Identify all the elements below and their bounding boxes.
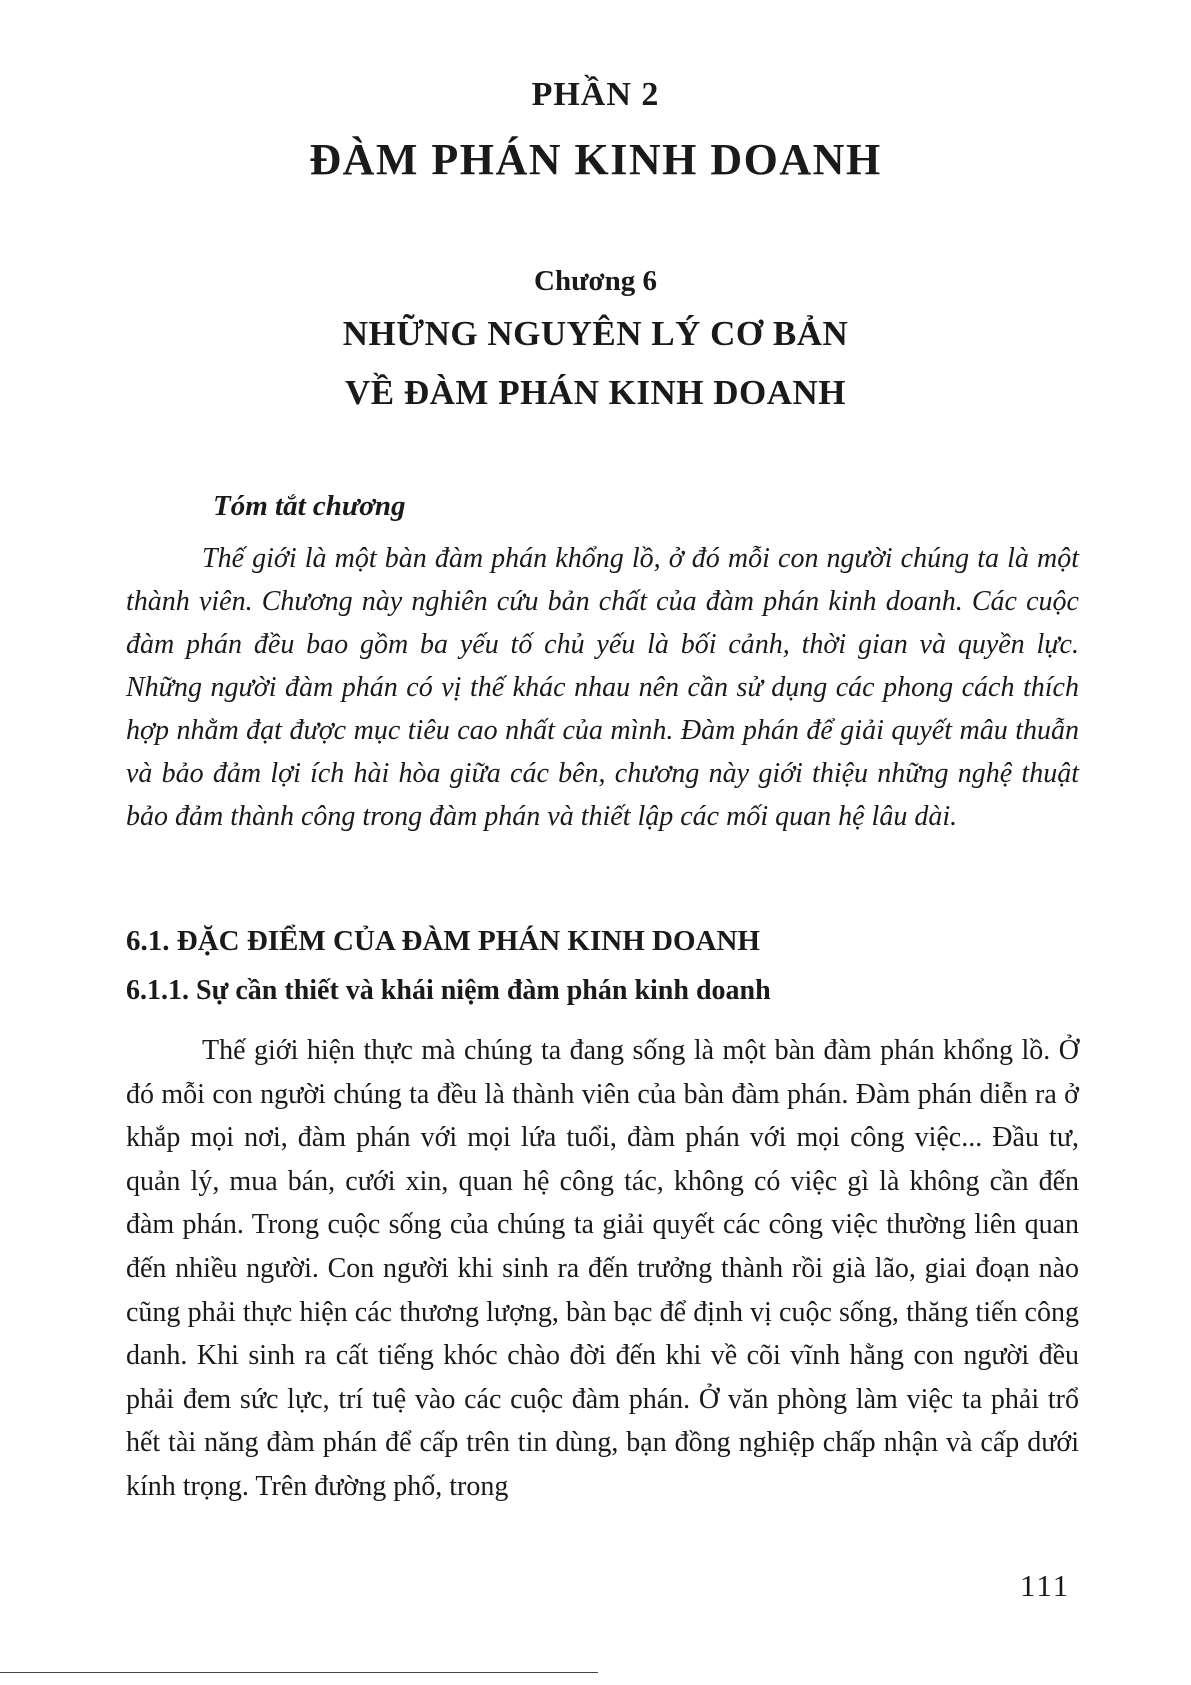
summary-heading: Tóm tắt chương — [213, 490, 406, 522]
chapter-title-line-1: NHỮNG NGUYÊN LÝ CƠ BẢN — [342, 314, 849, 353]
chapter-title-line-2: VỀ ĐÀM PHÁN KINH DOANH — [345, 373, 846, 412]
body-paragraph: Thế giới hiện thực mà chúng ta đang sống là một bàn đàm phán khổng lồ. Ở đó mỗi con người chúng ta đều là thành viên của bàn đàm phán. Đàm phán diễn ra ở khắp mọi nơi, đàm phán với mọi lứa tuổi, đàm phán với mọi công việc... Đầu tư, quản lý, mua bán, cưới xin, quan hệ công tác, không có việc gì là không cần đến đàm phán. Trong cuộc sống của chúng ta giải quyết các công việc thường liên quan đến nhiều người. Con người khi sinh ra đến trưởng thành rồi già lão, giai đoạn nào cũng phải thực hiện các thương lượng, bàn bạc để định vị cuộc sống, thăng tiến công danh. Khi sinh ra cất tiếng khóc chào đời đến khi về cõi vĩnh hằng con người đều phải đem sức lực, trí tuệ vào các cuộc đàm phán. Ở văn phòng làm việc ta phải trổ hết tài năng đàm phán để cấp trên tin dùng, bạn đồng nghiệp chấp nhận và cấp dưới kính trọng. Trên đường phố, trong — [126, 1035, 1079, 1502]
subsection-heading: 6.1.1. Sự cần thiết và khái niệm đàm phán kinh doanh — [126, 975, 771, 1006]
section-heading: 6.1. ĐẶC ĐIỂM CỦA ĐÀM PHÁN KINH DOANH — [126, 925, 760, 957]
footer-rule — [0, 1672, 598, 1673]
page-number: 111 — [1020, 1568, 1071, 1603]
chapter-label: Chương 6 — [534, 265, 657, 297]
part-title: ĐÀM PHÁN KINH DOANH — [309, 135, 882, 184]
summary-paragraph: Thế giới là một bàn đàm phán khổng lồ, ở đó mỗi con người chúng ta là một thành viên. Chương này nghiên cứu bản chất của đàm phán kinh doanh. Các cuộc đàm phán đều bao gồm ba yếu tố chủ yếu là bối cảnh, thời gian và quyền lực. Những người đàm phán có vị thế khác nhau nên cần sử dụng các phong cách thích hợp nhằm đạt được mục tiêu cao nhất của mình. Đàm phán để giải quyết mâu thuẫn và bảo đảm lợi ích hài hòa giữa các bên, chương này giới thiệu những nghệ thuật bảo đảm thành công trong đàm phán và thiết lập các mối quan hệ lâu dài. — [126, 543, 1079, 832]
part-label: PHẦN 2 — [531, 76, 660, 113]
